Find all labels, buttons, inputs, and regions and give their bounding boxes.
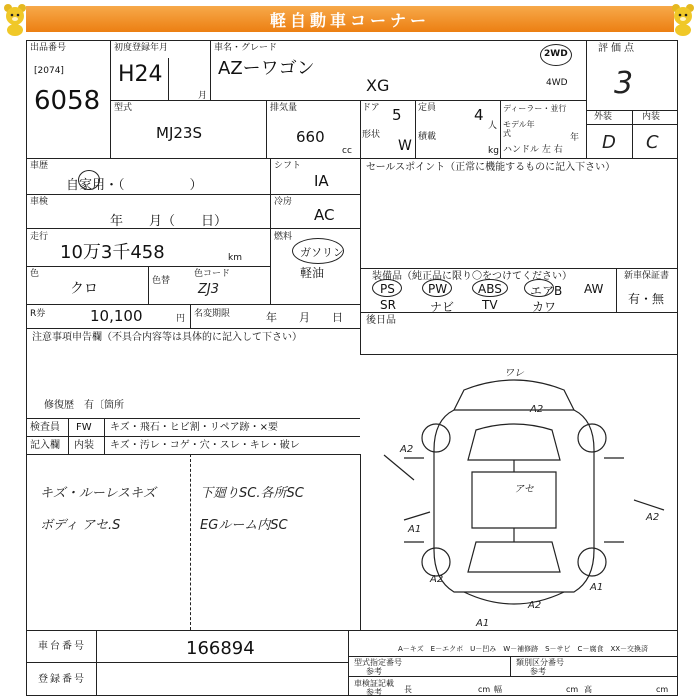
notes-label: 注意事項申告欄（不具合内容等は具体的に記入して下さい） bbox=[32, 332, 302, 343]
note-left-1: キズ・ルーレスキズ bbox=[40, 486, 156, 501]
mileage-label: 走行 bbox=[30, 232, 49, 242]
lot-number: 6058 bbox=[34, 86, 101, 116]
equip-code-0: PS bbox=[380, 282, 395, 296]
inspector-label: 検査員 bbox=[30, 422, 60, 433]
shift-label: シフト bbox=[274, 161, 302, 171]
year-unit: 年 bbox=[570, 133, 580, 143]
warranty-label: 新車保証書 bbox=[624, 271, 670, 281]
car-damage-diagram bbox=[364, 360, 676, 632]
interior-value: C bbox=[646, 132, 659, 153]
interior-tag: 内装 bbox=[74, 440, 94, 451]
height-unit: cm bbox=[656, 685, 669, 694]
equip-name-1: ナビ bbox=[430, 300, 455, 314]
equip-code-2: ABS bbox=[478, 282, 502, 296]
mark-6: A2 bbox=[430, 574, 444, 585]
chassis-value: 166894 bbox=[186, 638, 255, 659]
shift-value: IA bbox=[314, 172, 329, 190]
first-reg-value: H24 bbox=[118, 62, 163, 87]
note-right-1: 下廻りSC.各所SC bbox=[200, 486, 304, 501]
drive-2wd: 2WD bbox=[544, 49, 568, 59]
shape-value: W bbox=[398, 138, 412, 154]
fw-items: キズ・飛石・ヒビ割・リペア跡・×要 bbox=[110, 422, 278, 433]
fuel-circle bbox=[292, 238, 344, 264]
mark-4: アセ bbox=[514, 484, 534, 495]
warranty-value: 有・無 bbox=[628, 292, 665, 306]
equipment-label: 装備品（純正品に限り〇をつけてください） bbox=[372, 271, 572, 282]
equip-code-1: PW bbox=[428, 282, 448, 296]
note-left-2: ボディ アセ.S bbox=[40, 518, 121, 533]
recycle-value: 10,100 bbox=[90, 307, 143, 325]
door-label: ドア bbox=[362, 103, 380, 113]
lot-label: 出品番号 bbox=[30, 43, 67, 53]
equip-circle-airbag bbox=[524, 279, 554, 297]
grade: XG bbox=[366, 76, 390, 95]
color-change-label: 色替 bbox=[152, 276, 171, 286]
fuel-gas: ガソリン bbox=[300, 246, 344, 259]
note-right-2: EGルーム内SC bbox=[200, 518, 288, 533]
mark-9: A1 bbox=[476, 618, 490, 629]
length-label: 長 bbox=[404, 685, 412, 694]
equip-code-3: エアB bbox=[530, 284, 563, 298]
color-code-label: 色コード bbox=[194, 269, 231, 279]
kg-unit: kg bbox=[488, 146, 499, 156]
history-label: 車歴 bbox=[30, 161, 49, 171]
cert-label: 車検証記載 bbox=[354, 679, 394, 688]
interior-label: 内装 bbox=[642, 112, 661, 122]
repair-label: 修復歴 有〔箇所 bbox=[44, 400, 124, 411]
exterior-label: 外装 bbox=[594, 112, 613, 122]
score-value: 3 bbox=[614, 66, 634, 101]
type-cert-ref: 参考 bbox=[366, 667, 382, 676]
equip-circle-pw bbox=[422, 279, 452, 297]
equip-circle-ps bbox=[372, 279, 402, 297]
equip-name-0: SR bbox=[380, 298, 396, 312]
model-value: MJ23S bbox=[156, 124, 202, 142]
entry-label: 記入欄 bbox=[30, 440, 60, 451]
mark-7: A1 bbox=[590, 582, 604, 593]
shape-label: 形状 bbox=[362, 130, 381, 140]
bear-icon-left bbox=[0, 2, 30, 36]
capacity-unit: 人 bbox=[488, 121, 498, 131]
name-change-label: 名変期限 bbox=[194, 309, 231, 319]
mileage-value: 10万3千458 bbox=[60, 242, 165, 263]
cc-unit: cc bbox=[342, 146, 352, 156]
exterior-value: D bbox=[602, 132, 616, 153]
month-unit: 月 bbox=[198, 91, 208, 101]
history-circle bbox=[78, 170, 100, 190]
color-value: クロ bbox=[70, 281, 98, 297]
reg-label: 登録番号 bbox=[38, 674, 86, 685]
equip-code-4: AW bbox=[584, 282, 604, 296]
drive-4wd: 4WD bbox=[546, 78, 568, 88]
capacity-value: 4 bbox=[474, 106, 484, 124]
mark-0: ワレ bbox=[504, 368, 524, 379]
history-value: 自家用・（ ） bbox=[66, 178, 203, 193]
class-code-label: 類別区分番号 bbox=[516, 658, 564, 667]
color-code-value: ZJ3 bbox=[198, 282, 220, 297]
name-change-value: 年 月 日 bbox=[266, 311, 343, 324]
damage-marks bbox=[399, 368, 659, 629]
interior-items: キズ・汚レ・コゲ・穴・スレ・キレ・破レ bbox=[110, 440, 300, 451]
inspection-value: 年 月（ 日） bbox=[110, 214, 228, 229]
lot-small: [2074] bbox=[34, 66, 64, 76]
yen-unit: 円 bbox=[176, 314, 186, 324]
ac-label: 冷房 bbox=[274, 197, 293, 207]
rear-seat-label: 後日品 bbox=[366, 315, 396, 326]
fw-label: FW bbox=[76, 422, 92, 433]
class-code-ref: 参考 bbox=[530, 667, 546, 676]
model-year-label: モデル年式 bbox=[503, 120, 535, 138]
door-value: 5 bbox=[392, 106, 402, 124]
model-label: 型式 bbox=[114, 103, 133, 113]
width-unit: cm bbox=[566, 685, 579, 694]
color-label: 色 bbox=[30, 269, 40, 279]
load-label: 積載 bbox=[418, 132, 437, 142]
bear-icon-right bbox=[668, 2, 698, 36]
chassis-label: 車台番号 bbox=[38, 641, 86, 652]
car-name: AZーワゴン bbox=[218, 58, 315, 79]
first-reg-label: 初度登録年月 bbox=[114, 43, 169, 53]
equip-name-3: カワ bbox=[532, 300, 557, 314]
equip-name-2: TV bbox=[482, 298, 498, 312]
km-unit: km bbox=[228, 253, 242, 263]
mark-3: A1 bbox=[408, 524, 422, 535]
handle-label: ハンドル 左 右 bbox=[503, 145, 563, 155]
displacement-value: 660 bbox=[296, 128, 325, 146]
legend: A－キズ E－エクボ U－凹み W－補修跡 S－サビ C－腐食 XX－交換済 bbox=[398, 645, 649, 653]
fuel-diesel: 軽油 bbox=[300, 266, 325, 280]
car-name-label: 車名・グレード bbox=[214, 43, 278, 53]
capacity-label: 定員 bbox=[418, 103, 437, 113]
banner-title: 軽自動車コーナー bbox=[269, 11, 430, 30]
fuel-label: 燃料 bbox=[274, 232, 293, 242]
width-label: 幅 bbox=[494, 685, 502, 694]
inspection-label: 車検 bbox=[30, 197, 49, 207]
mark-5: A2 bbox=[646, 512, 660, 523]
recycle-label: R券 bbox=[30, 309, 46, 319]
equip-circle-abs bbox=[472, 279, 508, 297]
sales-label: セールスポイント（正常に機能するものに記入下さい） bbox=[366, 162, 616, 173]
mark-2: A2 bbox=[400, 444, 414, 455]
dealer-label: ディーラー・並行 bbox=[503, 104, 567, 113]
cert-ref: 参考 bbox=[366, 688, 382, 697]
displacement-label: 排気量 bbox=[270, 103, 298, 113]
mark-1: A2 bbox=[530, 404, 544, 415]
length-unit: cm bbox=[478, 685, 491, 694]
score-label: 評価点 bbox=[598, 43, 637, 54]
ac-value: AC bbox=[314, 206, 335, 224]
mark-8: A2 bbox=[528, 600, 542, 611]
type-cert-label: 型式指定番号 bbox=[354, 658, 402, 667]
height-label: 高 bbox=[584, 685, 592, 694]
